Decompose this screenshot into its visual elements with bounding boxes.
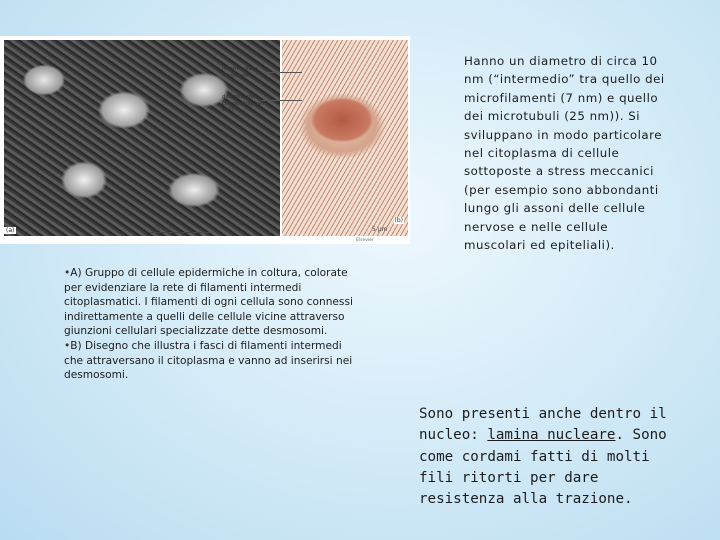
bullet-icon: • (64, 267, 71, 279)
panel-a-label: (a) (6, 227, 15, 234)
panel-b-label: (b) (394, 217, 403, 224)
caption-item-b-text: B) Disegno che illustra i fasci di filamenti intermedi che attraversano il citoplasma e vanno ad inserirsi nei desmosomi. (64, 339, 353, 382)
figure-credit: Elsevier (356, 238, 374, 243)
nuclear-lamina-description (419, 404, 689, 510)
caption-item-a (64, 266, 354, 339)
annotation-intermediate-filaments: Intermediate filaments (222, 66, 258, 79)
annotation-pointer-line (262, 72, 302, 73)
bullet-icon: • (64, 339, 71, 352)
scale-label-b: 5 µm (372, 226, 388, 233)
nuclear-lamina-text-after: . Sono come cordami fatti di molti fili ritorti per dare resistenza alla trazione. (419, 427, 667, 508)
figure-caption (64, 266, 354, 383)
annotation-desmosome: desmosome connecting two cells (222, 94, 265, 113)
caption-item-b (64, 339, 354, 383)
nuclear-lamina-text-before: Sono presenti anche dentro il nucleo: (419, 406, 667, 444)
drawing-panel-b (282, 40, 408, 236)
caption-item-a-text: A) Gruppo di cellule epidermiche in coltura, colorate per evidenziare la rete di filamenti intermedi citoplasmatici. I filamenti di ogni cellula sono connessi indirettamente a quelli delle cellule vicine attraverso giunzioni cellulari specializzate dette desmosomi. (64, 267, 353, 338)
nuclear-lamina-term: lamina nucleare (487, 427, 616, 444)
scale-label-a: 20 µm (155, 226, 175, 233)
microscopy-figure (0, 36, 410, 244)
diameter-description: Hanno un diametro di circa 10 nm (“intermedio” tra quello dei microfilamenti (7 nm) e quello dei microtubuli (25 nm)). Si sviluppano in modo particolare nel citoplasma di cellule sottoposte a stress meccanici (per esempio sono abbondanti lungo gli assoni delle cellule nervose e nelle cellule muscolari ed epiteliali). (464, 54, 665, 253)
annotation-pointer-line (262, 100, 302, 101)
